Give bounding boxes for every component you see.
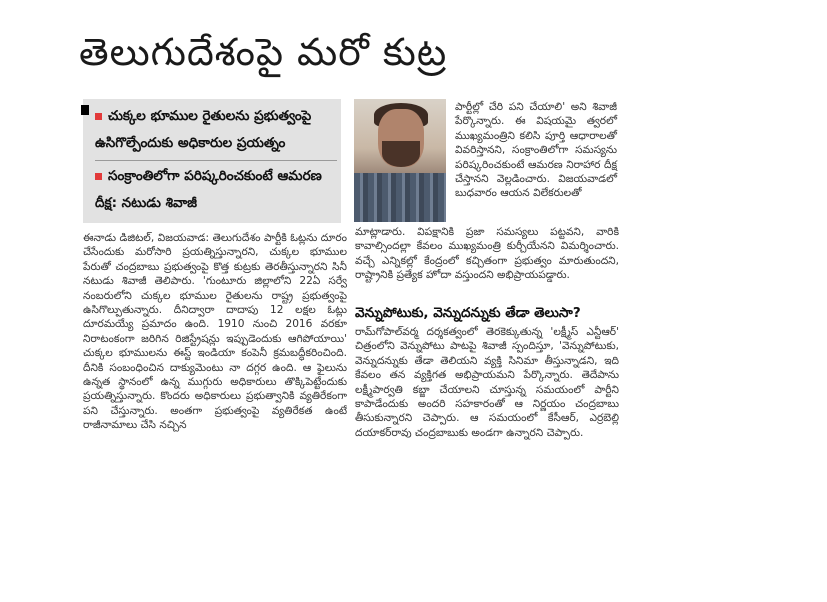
body-right-top: పార్టీల్లో చేరి పని చేయాలి' అని శివాజీ పేర్కొన్నారు. ఈ విషయమై త్వరలో ముఖ్యమంత్రిని కలిసి పూర్తి ఆధారాలతో వివరిస్తానని, సంక్రాంతిలోగా సమస్యను పరిష్కరించకుంటే ఆమరణ నిరాహార దీక్ష చేస్తానని వెల్లడించారు. విజయవాడలో బుధవారం ఆయన విలేకరులతో bbox=[455, 101, 617, 200]
pointer-icon bbox=[81, 105, 89, 115]
headline: తెలుగుదేశంపై మరో కుట్ర bbox=[79, 30, 448, 74]
body-right-mid: మాట్లాడారు. విపక్షానికి ప్రజా సమస్యలు పట్టవని, వారికి కావాల్సిందల్లా కేవలం ముఖ్యమంత్రి కుర్చీయేనని విమర్శించారు. వచ్చే ఎన్నికల్లో కేంద్రంలో కచ్చితంగా ప్రభుత్వం మారుతుందని, రాష్ట్రానికి ప్రత్యేక హోదా వస్తుందని అభిప్రాయపడ్డారు. bbox=[355, 226, 619, 282]
photo-shirt bbox=[354, 173, 446, 222]
person-photo bbox=[354, 99, 446, 222]
subheads-box bbox=[83, 99, 341, 223]
photo-beard bbox=[382, 141, 420, 167]
newspaper-clipping bbox=[71, 24, 625, 439]
subhead-2 bbox=[95, 163, 341, 217]
body-left: ఈనాడు డిజిటల్, విజయవాడ: తెలుగుదేశం పార్టీకి ఓట్లను దూరం చేసేందుకు మరోసారి ప్రయత్నిస్తున్నారని, చుక్కల భూముల పేరుతో చంద్రబాబు ప్రభుత్వంపై కొత్త కుట్రకు తెరతీస్తున్నారని సినీ నటుడు శివాజీ తెలిపారు. 'గుంటూరు జిల్లాలోని 22ఏ సర్వే నంబరులోని చుక్కల భూముల రైతులను రాష్ట్ర ప్రభుత్వంపై ఉసిగొల్పుతున్నారు. దీనిద్వారా దాదాపు 12 లక్షల ఓట్లు దూరమయ్యే ప్రమాదం ఉంది. 1910 నుంచి 2016 వరకూ నిరాటంకంగా జరిగిన రిజిస్ట్రేషన్లు ఇప్పుడెందుకు ఆగిపోయాయి' చుక్కల భూములను ఈస్ట్ ఇండియా కంపెనీ క్రమబద్ధీకరించింది. దీనికి సంబంధించిన దాక్యుమెంటు నా దగ్గర ఉంది. ఆ ఫైలును ఉన్నత స్థానంలో ఉన్న ముగ్గురు అధికారులు తొక్కిపెట్టేందుకు ప్రయత్నిస్తున్నారు. కొందరు అధికారులు ప్రభుత్వానికి వ్యతిరేకంగా పని చేస్తున్నారు. అంతగా ప్రభుత్వంపై వ్యతిరేకత ఉంటే రాజీనామాలు చేసి నచ్చిన bbox=[83, 232, 347, 432]
subhead-1 bbox=[95, 103, 341, 157]
section-heading: వెన్నుపోటుకు, వెన్నుదన్నుకు తేడా తెలుసా? bbox=[355, 305, 581, 321]
subhead-divider bbox=[95, 160, 337, 161]
subhead-2-text: సంక్రాంతిలోగా పరిష్కరించకుంటే ఆమరణ దీక్ష: నటుడు శివాజీ bbox=[95, 168, 322, 211]
bullet-icon bbox=[95, 173, 102, 180]
body-section: రామ్‌గోపాల్‌వర్మ దర్శకత్వంలో తెరకెక్కుతున్న 'లక్ష్మీస్ ఎన్టీఆర్' చిత్రంలోని వెన్నుపోటు పాటపై శివాజీ స్పందిస్తూ, 'వెన్నుపోటుకు, వెన్నుదన్నుకు తేడా తెలియని వ్యక్తి సినిమా తీస్తున్నాడని, ఇది కేవలం తన వ్యక్తిగత అభిప్రాయమని పేర్కొన్నారు. తెదేపాను లక్ష్మీపార్వతి కబ్జా చేయాలని చూస్తున్న సమయంలో పార్టీని కాపాడేందుకు అందరి సహకారంతో ఆ నిర్ణయం చంద్రబాబు తీసుకున్నారని చెప్పారు. ఆ సమయంలో కేసీఆర్, ఎర్రబెల్లి దయాకర్‌రావు చంద్రబాబుకు అండగా ఉన్నారని చెప్పారు. bbox=[355, 326, 619, 439]
bullet-icon bbox=[95, 113, 102, 120]
subhead-1-text: చుక్కల భూముల రైతులను ప్రభుత్వంపై ఉసిగొల్పేందుకు అధికారుల ప్రయత్నం bbox=[95, 108, 312, 151]
